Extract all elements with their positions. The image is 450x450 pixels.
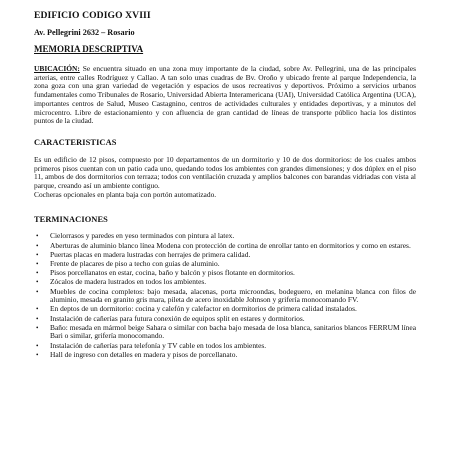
bullet-icon: • bbox=[36, 269, 39, 278]
list-item-text: Puertas placas en madera lustradas con herrajes de primera calidad. bbox=[50, 249, 251, 259]
bullet-icon: • bbox=[36, 323, 39, 332]
list-item-text: En deptos de un dormitorio: cocina y calefón y calefactor en dormitorios de primera calidad instalados. bbox=[50, 304, 357, 314]
bullet-icon: • bbox=[36, 232, 39, 241]
cocheras-line: Cocheras opcionales en planta baja con portón automatizado. bbox=[34, 189, 217, 199]
list-item-text: Instalación de cañerías para futura conexión de equipos split en estares y dormitorios. bbox=[50, 313, 305, 323]
list-item-text: Instalación de cañerías para telefonía y TV cable en todos los ambientes. bbox=[50, 340, 267, 350]
bullet-icon: • bbox=[36, 350, 39, 359]
bullet-icon: • bbox=[36, 241, 39, 250]
terminaciones-heading: TERMINACIONES bbox=[34, 215, 108, 225]
list-item-text: Muebles de cocina completos: bajo mesada, alacenas, porta microondas, bodeguero, en melanina blanca con filos de aluminio, mesada en granito gris mara, pileta de acero inoxidable Johnson y grifería monocomando FV. bbox=[50, 286, 416, 305]
ubicacion-paragraph bbox=[34, 65, 416, 126]
bullet-icon: • bbox=[36, 287, 39, 296]
bullet-icon: • bbox=[36, 260, 39, 268]
ubicacion-label: UBICACIÓN: bbox=[34, 64, 80, 73]
terminaciones-list bbox=[34, 232, 416, 359]
list-item-text: Zócalos de madera lustrados en todos los ambientes. bbox=[50, 277, 207, 287]
list-item bbox=[34, 351, 416, 360]
bullet-icon: • bbox=[36, 341, 39, 350]
bullet-icon: • bbox=[36, 278, 39, 287]
list-item bbox=[34, 324, 416, 341]
bullet-icon: • bbox=[36, 305, 39, 314]
list-item-text: Baño: mesada en mármol beige Sahara o similar con bacha bajo mesada de losa blanca, sanitarios blancos FERRUM línea Bari o similar, grifería monocomando. bbox=[50, 322, 416, 341]
document-page bbox=[34, 10, 416, 360]
caracteristicas-heading: CARACTERISTICAS bbox=[34, 137, 117, 147]
ubicacion-text: Se encuentra situado en una zona muy importante de la ciudad, sobre Av. Pellegrini, una de las principales arterias, entre calles Rodríguez y Callao. A tan solo unas cuadras de Bv. Oroño y ubicado frente al parque Independencia, la zona goza con una gran variedad de vegetación y espacios de usos recreativos y deportivos. Próximo a servicios urbanos fundamentales como Tribunales de Rosario, Universidad Abierta Interamericana (UAI), Universidad Católica Argentina (UCA), importantes centros de Salud, Museo Castagnino, centros de actividades culturales y entidades deportivas, y a minutos del microcentro. Libre de estacionamiento y con afluencia de gran cantidad de líneas de transporte público hacia los distintos puntos de la ciudad. bbox=[34, 64, 416, 126]
list-item-text: Hall de ingreso con detalles en madera y pisos de porcellanato. bbox=[50, 349, 238, 359]
building-address: Av. Pellegrini 2632 – Rosario bbox=[34, 28, 135, 37]
caracteristicas-paragraph: Es un edificio de 12 pisos, compuesto por 10 departamentos de un dormitorio y 10 de dos dormitorios: de los cuales ambos primeros pisos cuentan con un patio cada uno, quedando todos los ambientes con grandes dimensiones; y dos dúplex en el piso 11, ambos de dos dormitorios con terraza; todos con ventilación cruzada y amplios balcones con barandas vidriadas con vista al parque, creando así un ambiente contiguo. bbox=[34, 154, 416, 191]
list-item-text: Frente de placares de piso a techo con guías de aluminio. bbox=[50, 259, 220, 268]
list-item bbox=[34, 288, 416, 305]
building-title: EDIFICIO CODIGO XVIII bbox=[34, 10, 151, 21]
list-item-text: Pisos porcellanatos en estar, cocina, baño y balcón y pisos flotante en dormitorios. bbox=[50, 268, 295, 278]
bullet-icon: • bbox=[36, 250, 39, 259]
bullet-icon: • bbox=[36, 314, 39, 323]
memoria-heading: MEMORIA DESCRIPTIVA bbox=[34, 44, 144, 54]
list-item-text: Aberturas de aluminio blanco línea Modena con protección de cortina de enrollar tanto en dormitorios y como en estares. bbox=[50, 240, 411, 250]
list-item-text: Cielorrasos y paredes en yeso terminados con pintura al latex. bbox=[50, 231, 235, 241]
